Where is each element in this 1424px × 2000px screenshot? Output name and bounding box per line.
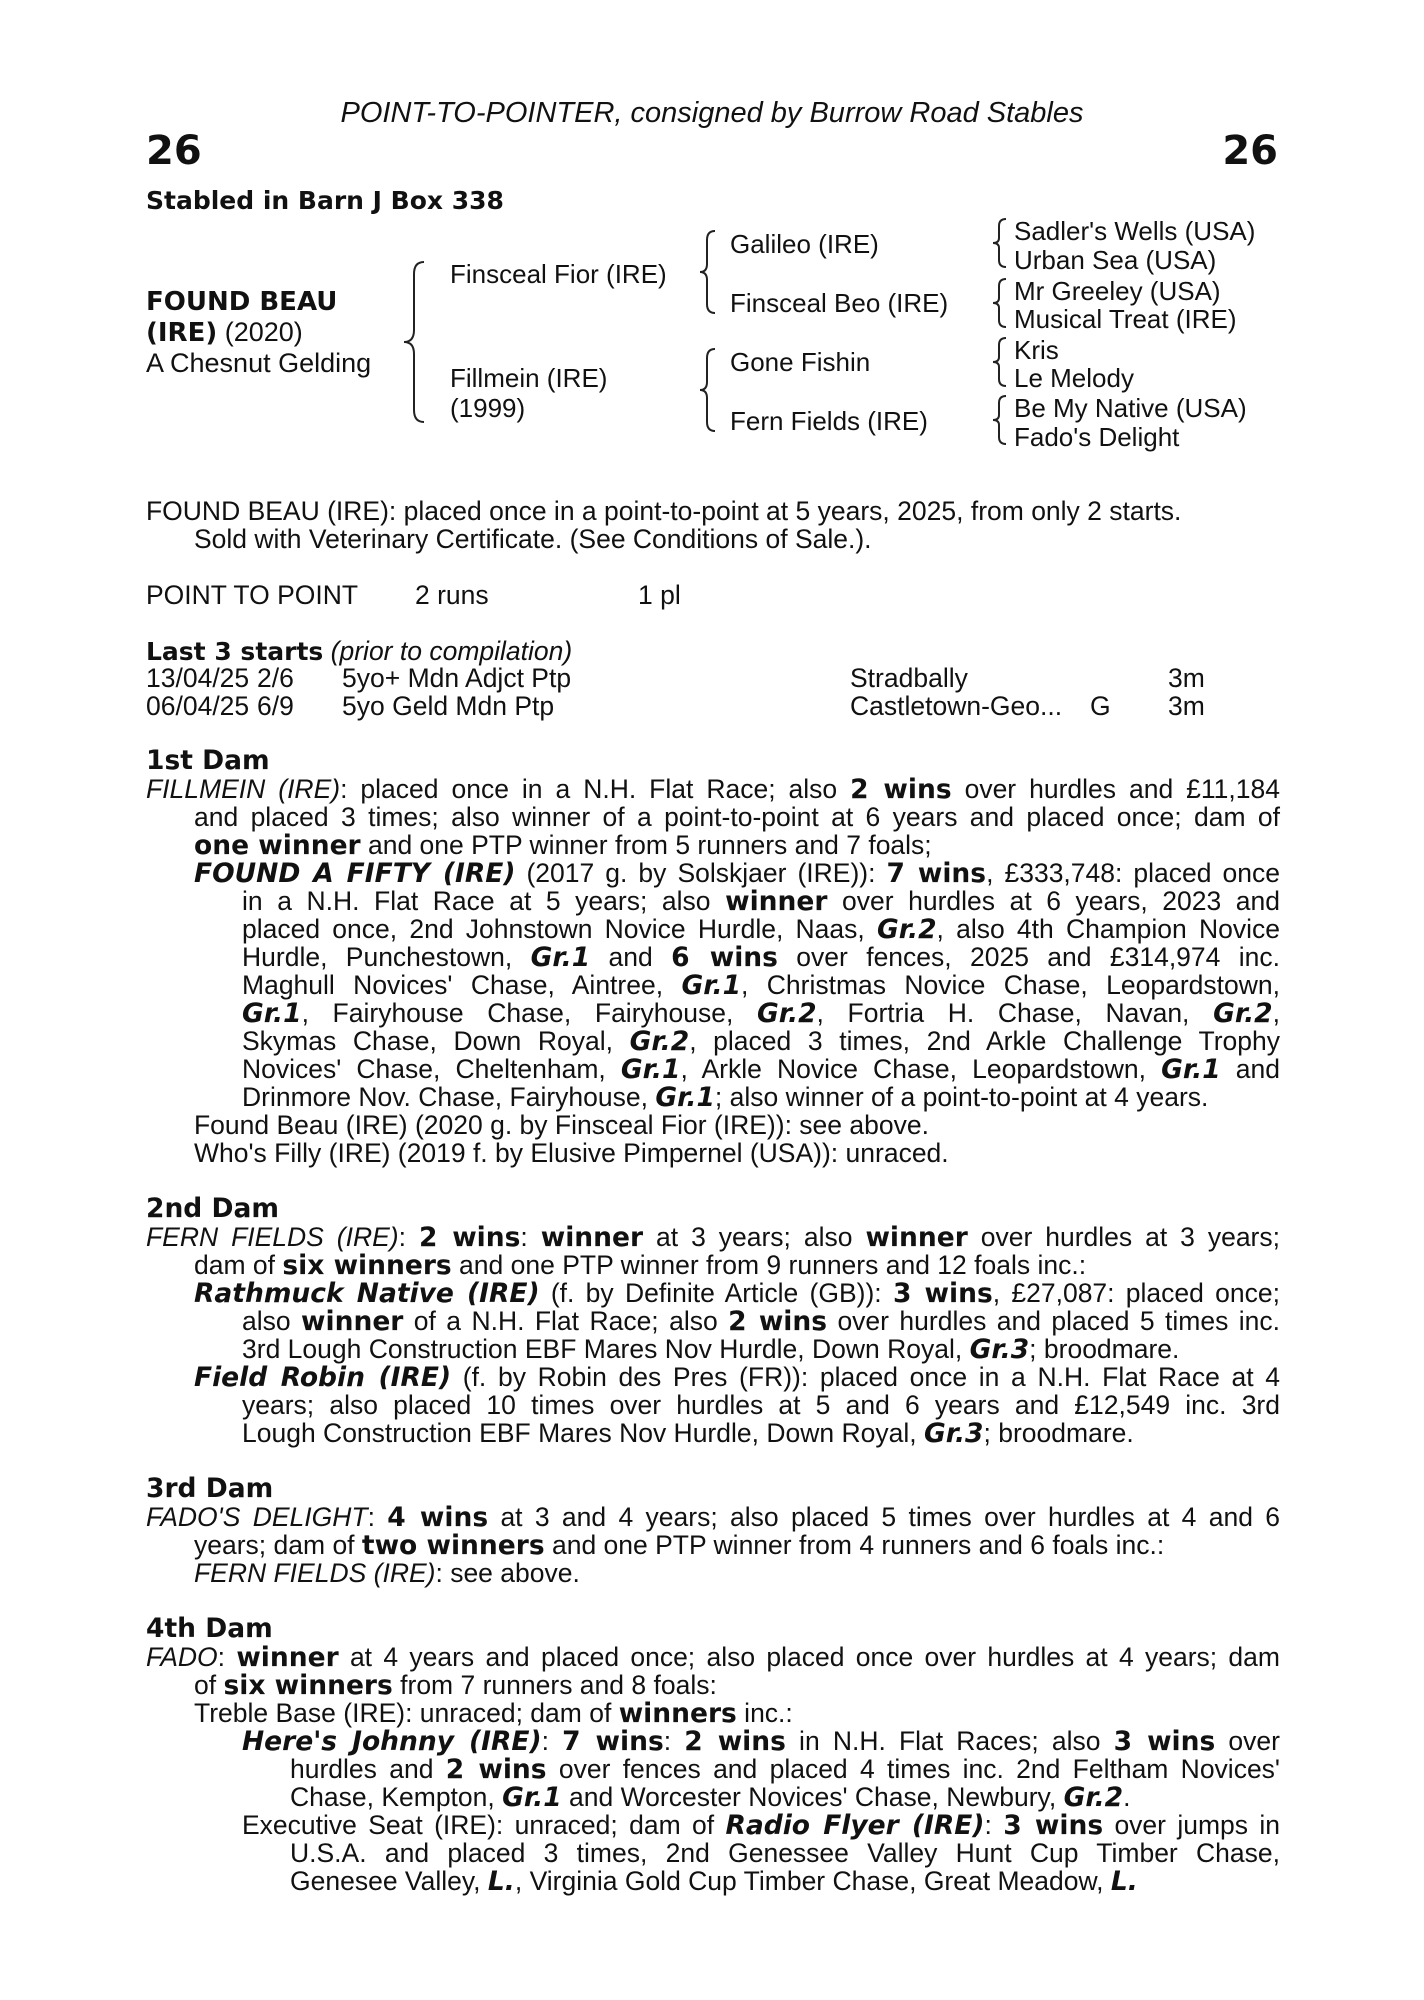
pedigree-dam xyxy=(450,363,607,423)
lot-number-right: 26 xyxy=(1222,128,1278,174)
offspring-text-line: Novices' Chase, Cheltenham, Gr.1, Arkle Novice Chase, Leopardstown, Gr.1 and xyxy=(242,1054,1280,1085)
record-runs: 2 runs xyxy=(415,580,489,610)
start-date: 13/04/25 xyxy=(146,663,250,693)
granddaughter-text-line: Genesee Valley, L., Virginia Gold Cup Timber Chase, Great Meadow, L. xyxy=(290,1866,1138,1897)
start-distance: 3m xyxy=(1168,691,1205,721)
fourth-dam-line-3: Treble Base (IRE): unraced; dam of winners inc.: xyxy=(194,1698,793,1729)
pedigree-brace-g4 xyxy=(990,393,1012,447)
offspring-rathmuck-native: Rathmuck Native (IRE) (f. by Definite Article (GB)): 3 wins, £27,087: placed once; xyxy=(194,1278,1281,1309)
pedigree-gen4-7: Be My Native (USA) xyxy=(1014,393,1247,423)
offspring-found-beau: Found Beau (IRE) (2020 g. by Finsceal Fior (IRE)): see above. xyxy=(194,1110,929,1140)
pedigree-dam-dam: Fern Fields (IRE) xyxy=(730,406,928,436)
offspring-text-line: years; also placed 10 times over hurdles at 5 and 6 years and £12,549 inc. 3rd xyxy=(242,1390,1280,1420)
granddaughter-text-line: U.S.A. and placed 3 times, 2nd Genessee Valley Hunt Cup Timber Chase, xyxy=(290,1838,1280,1868)
start-position: 2/6 xyxy=(257,663,294,693)
page-title: POINT-TO-POINTER, consigned by Burrow Road Stables xyxy=(340,97,1084,129)
stabled-location: Stabled in Barn J Box 338 xyxy=(146,186,504,215)
offspring-field-robin: Field Robin (IRE) (f. by Robin des Pres (FR)): placed once in a N.H. Flat Race at 4 xyxy=(194,1362,1280,1393)
offspring-text-line: Maghull Novices' Chase, Aintree, Gr.1, Christmas Novice Chase, Leopardstown, xyxy=(242,970,1280,1001)
horse-description: A Chesnut Gelding xyxy=(146,348,372,378)
offspring-text-line: in a N.H. Flat Race at 5 years; also winner over hurdles at 6 years, 2023 and xyxy=(242,886,1281,917)
start-going: G xyxy=(1090,691,1111,721)
pedigree-brace-g2 xyxy=(990,276,1012,330)
offspring-text-line: also winner of a N.H. Flat Race; also 2 wins over hurdles and placed 5 times inc. xyxy=(242,1306,1280,1337)
fourth-dam-line-1: FADO: winner at 4 years and placed once; also placed once over hurdles at 4 years; dam xyxy=(146,1642,1280,1673)
first-dam-line-3: one winner and one PTP winner from 5 runners and 7 foals; xyxy=(194,830,932,861)
pedigree-brace-g1 xyxy=(990,216,1012,270)
third-dam-line-2: years; dam of two winners and one PTP winner from 4 runners and 6 foals inc.: xyxy=(194,1530,1165,1561)
pedigree-gen4-2: Urban Sea (USA) xyxy=(1014,245,1217,275)
offspring-whos-filly: Who's Filly (IRE) (2019 f. by Elusive Pimpernel (USA)): unraced. xyxy=(194,1138,949,1168)
pedigree-dam-sire: Gone Fishin xyxy=(730,347,871,377)
start-distance: 3m xyxy=(1168,663,1205,693)
pedigree-sire-sire: Galileo (IRE) xyxy=(730,229,879,259)
fourth-dam-heading: 4th Dam xyxy=(146,1613,273,1644)
second-dam-line-1: FERN FIELDS (IRE): 2 wins: winner at 3 years; also winner over hurdles at 3 years; xyxy=(146,1222,1280,1253)
horse-country: (IRE) xyxy=(146,318,218,348)
last-starts-note: (prior to compilation) xyxy=(330,636,573,666)
pedigree-dam-year: (1999) xyxy=(450,393,526,423)
horse-name: FOUND BEAU xyxy=(146,287,338,317)
pedigree-brace-sire xyxy=(697,228,719,316)
pedigree-gen4-4: Musical Treat (IRE) xyxy=(1014,304,1237,334)
pedigree-brace-dam xyxy=(697,346,719,434)
third-dam-line-1: FADO'S DELIGHT: 4 wins at 3 and 4 years; also placed 5 times over hurdles at 4 and 6 xyxy=(146,1502,1281,1533)
offspring-text-line: placed once, 2nd Johnstown Novice Hurdle, Naas, Gr.2, also 4th Champion Novice xyxy=(242,914,1280,945)
pedigree-gen4-5: Kris xyxy=(1014,335,1059,365)
offspring-text-line: Gr.1, Fairyhouse Chase, Fairyhouse, Gr.2, Fortria H. Chase, Navan, Gr.2, xyxy=(242,998,1280,1029)
pedigree-sire: Finsceal Fior (IRE) xyxy=(450,259,667,289)
granddaughter-heres-johnny: Here's Johnny (IRE): 7 wins: 2 wins in N.H. Flat Races; also 3 wins over xyxy=(242,1726,1280,1757)
pedigree-brace-main xyxy=(400,258,430,428)
record-type: POINT TO POINT xyxy=(146,580,359,610)
granddaughter-executive-seat: Executive Seat (IRE): unraced; dam of Radio Flyer (IRE): 3 wins over jumps in xyxy=(242,1810,1280,1841)
pedigree-gen4-8: Fado's Delight xyxy=(1014,422,1180,452)
pedigree-gen4-6: Le Melody xyxy=(1014,363,1134,393)
start-race: 5yo+ Mdn Adjct Ptp xyxy=(342,663,572,693)
start-course: Stradbally xyxy=(850,663,968,693)
pedigree-brace-g3 xyxy=(990,335,1012,389)
first-dam-line-2: and placed 3 times; also winner of a point-to-point at 6 years and placed once; dam of xyxy=(194,802,1280,832)
start-position: 6/9 xyxy=(257,691,294,721)
offspring-text-line: Skymas Chase, Down Royal, Gr.2, placed 3 times, 2nd Arkle Challenge Trophy xyxy=(242,1026,1280,1057)
dam-name: FILLMEIN (IRE) xyxy=(146,774,341,804)
pedigree-gen4-3: Mr Greeley (USA) xyxy=(1014,276,1221,306)
fourth-dam-line-2: of six winners from 7 runners and 8 foals: xyxy=(194,1670,717,1701)
start-date: 06/04/25 xyxy=(146,691,250,721)
start-race: 5yo Geld Mdn Ptp xyxy=(342,691,555,721)
record-placed: 1 pl xyxy=(638,580,681,610)
third-dam-line-3: FERN FIELDS (IRE): see above. xyxy=(194,1558,580,1588)
offspring-found-a-fifty: FOUND A FIFTY (IRE) (2017 g. by Solskjaer (IRE)): 7 wins, £333,748: placed once xyxy=(194,858,1280,889)
horse-identity xyxy=(146,286,406,378)
summary-line-2: Sold with Veterinary Certificate. (See Conditions of Sale.). xyxy=(194,524,872,554)
granddaughter-text-line: Chase, Kempton, Gr.1 and Worcester Novices' Chase, Newbury, Gr.2. xyxy=(290,1782,1131,1813)
first-dam-heading: 1st Dam xyxy=(146,745,270,776)
last-starts-title: Last 3 starts xyxy=(146,637,324,666)
offspring-text-line: Drinmore Nov. Chase, Fairyhouse, Gr.1; also winner of a point-to-point at 4 years. xyxy=(242,1082,1209,1113)
lot-number-left: 26 xyxy=(146,128,202,174)
start-course: Castletown-Geo... xyxy=(850,691,1063,721)
pedigree-dam-name: Fillmein (IRE) xyxy=(450,363,608,393)
summary-line-1: FOUND BEAU (IRE): placed once in a point-to-point at 5 years, 2025, from only 2 starts. xyxy=(146,496,1182,526)
third-dam-heading: 3rd Dam xyxy=(146,1473,274,1504)
granddaughter-text-line: hurdles and 2 wins over fences and placed 4 times inc. 2nd Feltham Novices' xyxy=(290,1754,1280,1785)
second-dam-heading: 2nd Dam xyxy=(146,1193,279,1224)
horse-year: (2020) xyxy=(217,317,303,347)
offspring-text-line: Lough Construction EBF Mares Nov Hurdle, Down Royal, Gr.3; broodmare. xyxy=(242,1418,1134,1449)
first-dam-line-1: FILLMEIN (IRE): placed once in a N.H. Flat Race; also 2 wins over hurdles and £11,184 xyxy=(146,774,1280,805)
pedigree-sire-dam: Finsceal Beo (IRE) xyxy=(730,288,949,318)
pedigree-gen4-1: Sadler's Wells (USA) xyxy=(1014,216,1256,246)
second-dam-line-2: dam of six winners and one PTP winner from 9 runners and 12 foals inc.: xyxy=(194,1250,1087,1281)
offspring-text-line: Hurdle, Punchestown, Gr.1 and 6 wins over fences, 2025 and £314,974 inc. xyxy=(242,942,1280,973)
offspring-text-line: 3rd Lough Construction EBF Mares Nov Hurdle, Down Royal, Gr.3; broodmare. xyxy=(242,1334,1180,1365)
last-starts-heading xyxy=(146,637,572,666)
